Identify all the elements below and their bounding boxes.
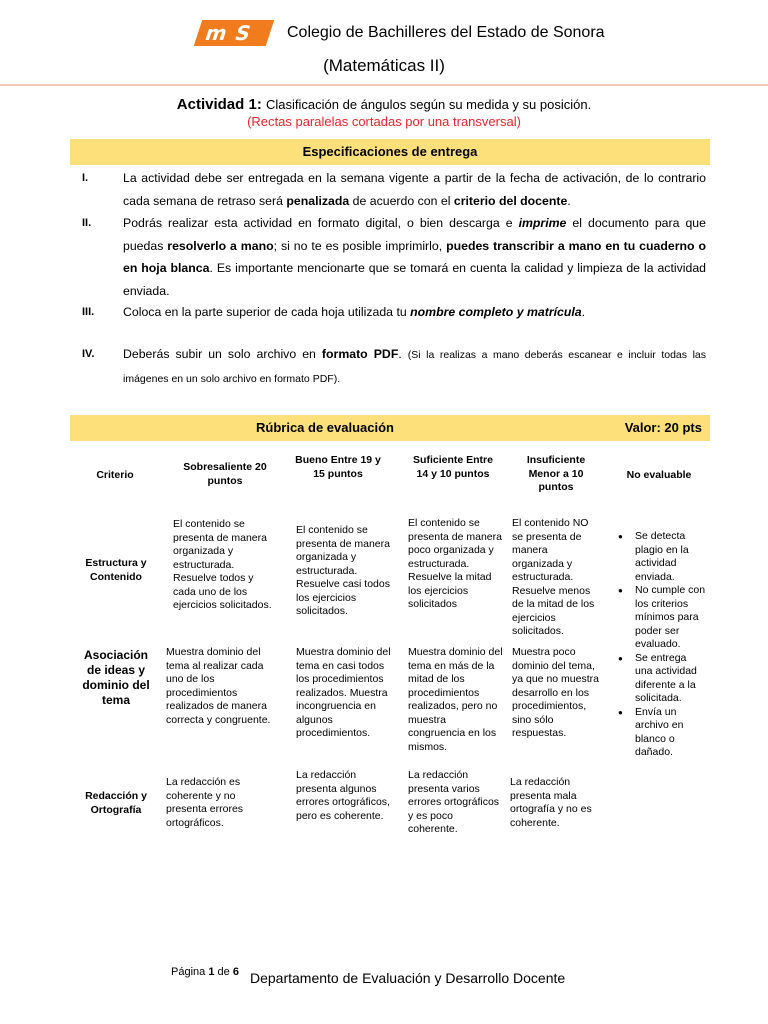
footer-department: Departamento de Evaluación y Desarrollo Docente [250, 970, 566, 986]
no-evaluable-item: ● Envía un archivo en blanco o dañado. [635, 706, 706, 760]
rubric-cell: La redacción presenta varios errores ortográficos y es poco coherente. [408, 769, 500, 835]
activity-label: Actividad 1: [176, 96, 262, 113]
cobach-logo: m S [194, 20, 274, 46]
col-header-bueno: Bueno Entre 19 y 15 puntos [295, 454, 381, 480]
specs-heading: Especificaciones de entrega [70, 139, 710, 165]
institution-name: Colegio de Bachilleres del Estado de Sonora [287, 24, 605, 41]
col-header-sobresaliente: Sobresaliente 20 puntos [183, 461, 267, 487]
activity-description: Clasificación de ángulos según su medida y su posición. [266, 97, 592, 112]
subject-title: (Matemáticas II) [323, 56, 445, 75]
rubric-cell: La redacción es coherente y no presenta errores ortográficos. [166, 776, 244, 829]
spec-item-text: Coloca en la parte superior de cada hoja utilizada tu nombre completo y matrícula. [123, 305, 586, 319]
page-number: Página 1 de 6 [171, 966, 239, 978]
criterion-asociacion: Asociación de ideas y dominio del tema [82, 648, 150, 707]
col-header-suficiente: Suficiente Entre 14 y 10 puntos [413, 454, 493, 480]
rubric-cell: Muestra dominio del tema en más de la mitad de los procedimientos realizados, pero no muestra congruencia en los mismos. [408, 646, 503, 753]
spec-item-4 [82, 343, 706, 390]
spec-item-number: IV. [82, 348, 95, 360]
rubric-cell: Muestra poco dominio del tema, ya que no muestra desarrollo en los procedimientos, sino sólo respuestas. [512, 646, 599, 739]
spec-item-2 [82, 212, 706, 302]
spec-item-text: Podrás realizar esta actividad en formato digital, o bien descarga e imprime el documento para que puedas resolverlo a mano; si no te es posible imprimirlo, puedes transcribir a mano en tu cuaderno o en hoja blanca. Es importante mencionarte que se tomará en cuenta la calidad y limpieza de la actividad enviada. [123, 216, 707, 298]
rubric-cell: El contenido se presenta de manera organizada y estructurada. Resuelve casi todos los ejercicios solicitados. [296, 524, 390, 617]
no-evaluable-item: ● Se entrega una actividad diferente a la solicitada. [635, 652, 706, 706]
spec-item-text: La actividad debe ser entregada en la semana vigente a partir de la fecha de activación, de lo contrario cada semana de retraso será penalizada de acuerdo con el criterio del docente. [123, 171, 706, 208]
col-header-insuficiente: Insuficiente Menor a 10 puntos [526, 454, 586, 493]
criterion-redaccion: Redacción y Ortografía [85, 790, 147, 816]
no-evaluable-item: ● No cumple con los criterios mínimos para poder ser evaluado. [635, 584, 706, 652]
spec-item-3 [82, 301, 706, 324]
rubric-cell: Muestra dominio del tema en casi todos los procedimientos realizados. Muestra incongruencia en algunos procedimientos. [296, 646, 391, 739]
header-divider [0, 84, 768, 86]
activity-title [0, 96, 768, 113]
rubric-cell: El contenido NO se presenta de manera organizada y estructurada. Resuelve menos de la mitad de los ejercicios solicitados. [512, 517, 595, 637]
spec-item-number: III. [82, 306, 95, 318]
rubric-cell: El contenido se presenta de manera organizada y estructurada. Resuelve todos y cada uno de los ejercicios solicitados. [173, 518, 272, 611]
rubric-cell: La redacción presenta mala ortografía y no es coherente. [510, 776, 592, 829]
rubric-heading [70, 415, 710, 441]
rubric-cell: El contenido se presenta de manera poco organizada y estructurada. Resuelve la mitad los ejercicios solicitados [408, 517, 502, 610]
col-header-no-evaluable: No evaluable [626, 469, 692, 481]
no-evaluable-list [616, 530, 706, 760]
rubric-cell: Muestra dominio del tema al realizar cada uno de los procedimientos realizados de manera correcta y congruente. [166, 646, 271, 726]
spec-item-number: II. [82, 217, 92, 229]
criterion-estructura: Estructura y Contenido [85, 557, 147, 583]
spec-item-text: Deberás subir un solo archivo en formato PDF. (Si la realizas a mano deberás escanear e incluir todas las imágenes en un solo archivo en formato PDF). [123, 347, 706, 385]
col-header-criterio: Criterio [96, 469, 134, 481]
spec-item-number: I. [82, 172, 89, 184]
spec-item-1 [82, 167, 706, 212]
rubric-title: Rúbrica de evaluación [256, 420, 394, 435]
rubric-cell: La redacción presenta algunos errores ortográficos, pero es coherente. [296, 769, 390, 822]
rubric-value: Valor: 20 pts [624, 420, 702, 435]
activity-subtitle: (Rectas paralelas cortadas por una transversal) [247, 114, 521, 129]
no-evaluable-item: ● Se detecta plagio en la actividad enviada. [635, 530, 706, 584]
